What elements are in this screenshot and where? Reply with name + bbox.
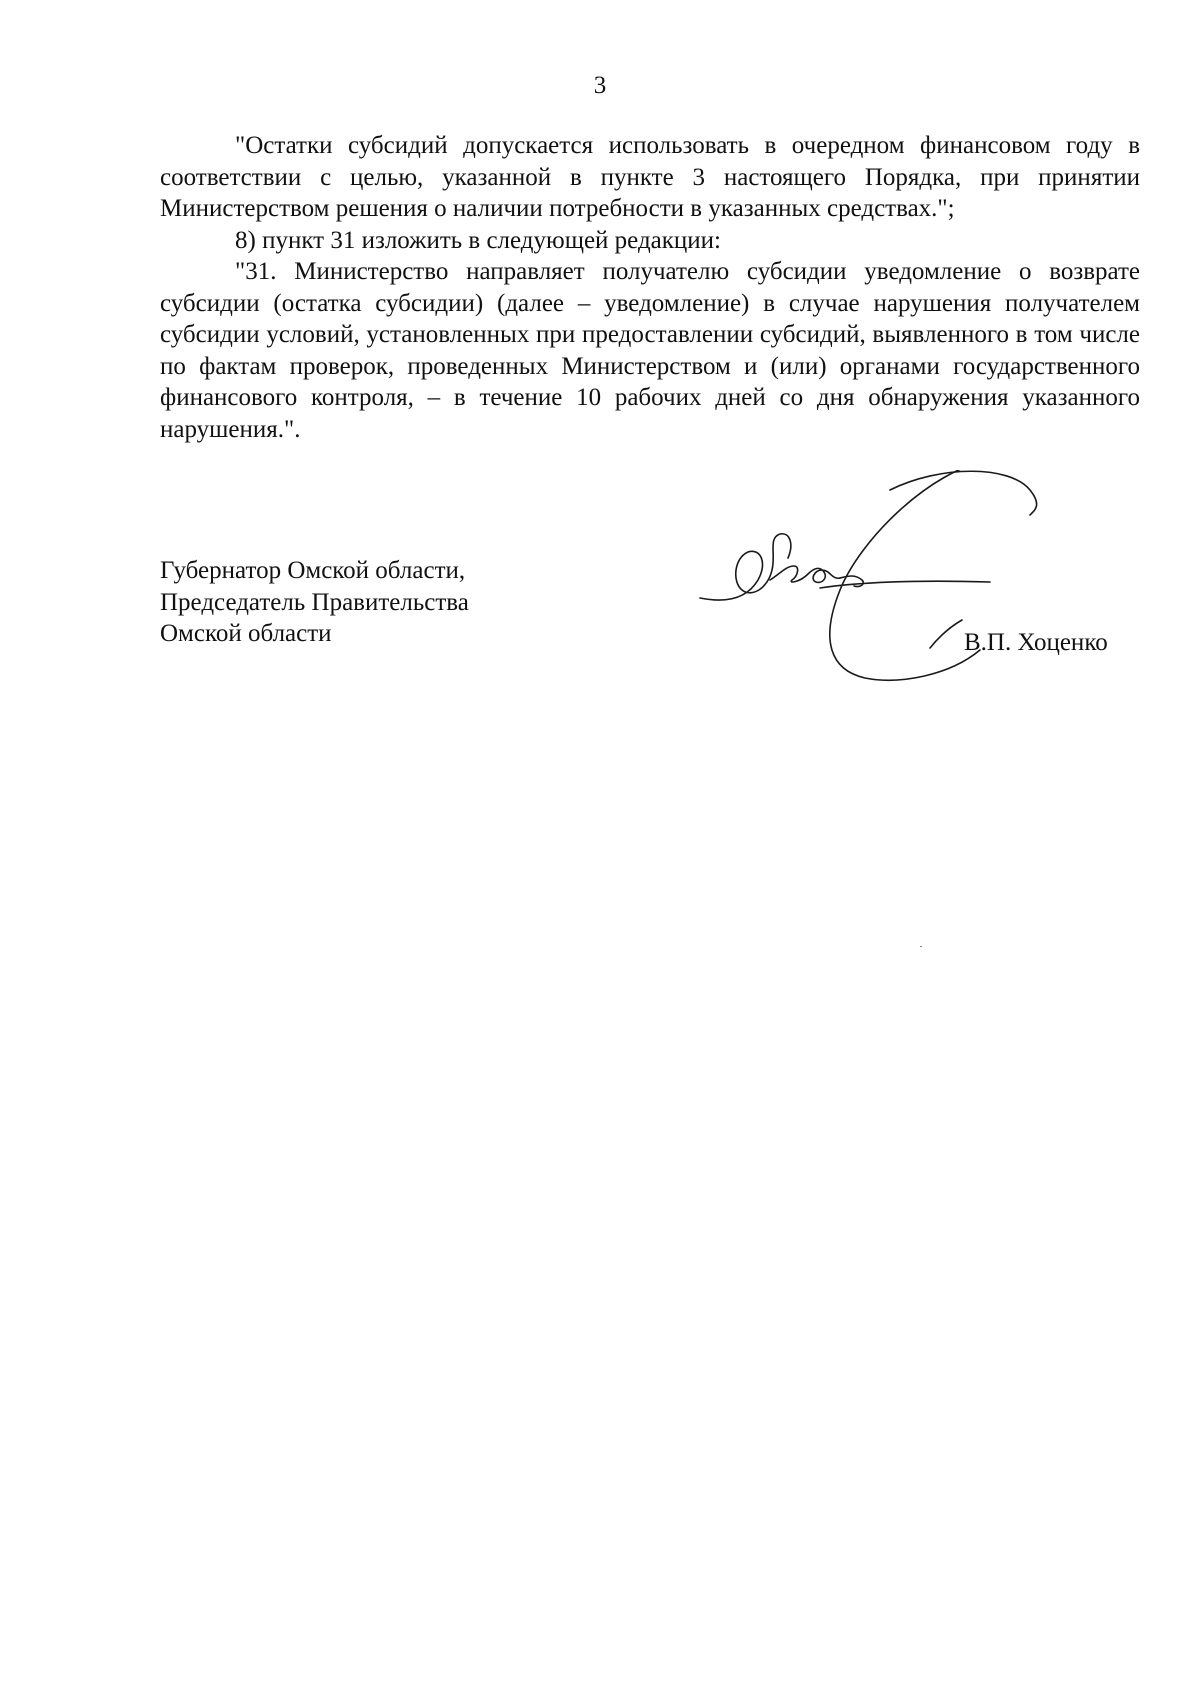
page-number: 3 <box>593 72 607 99</box>
signatory-position <box>160 555 469 650</box>
signature-underline <box>820 581 990 588</box>
paragraph-subsidy-remainders: "Остатки субсидий допускается использовать в очередном финансовом году в соответствии с целью, указанной в пункте 3 настоящего Порядка, при принятии Министерством решения о наличии потребности в указанных средствах."; <box>160 132 1140 222</box>
signature-arc <box>890 471 1037 515</box>
scan-speck <box>920 946 922 947</box>
position-line-region: Омской области <box>160 620 332 647</box>
position-line-chairman: Председатель Правительства <box>160 588 469 616</box>
signature-cross-stroke <box>930 620 962 648</box>
signature-first-letter <box>700 534 791 600</box>
document-body <box>160 130 1140 445</box>
signatory-name: В.П. Хоценко <box>964 629 1108 656</box>
paragraph-point-31: "31. Министерство направляет получателю субсидии уведомление о возврате субсидии (остатка субсидии) (далее – уведомление) в случае нарушения получателем субсидии условий, установленных при предоставлении субсидий, выявленного в том числе по фактам проверок, проведенных Министерством и (или) органами государственного финансового контроля, – в течение 10 рабочих дней со дня обнаружения указанного нарушения.". <box>160 258 1140 443</box>
position-line-governor: Губернатор Омской области, <box>160 557 466 584</box>
signature-middle-letters <box>770 566 840 582</box>
paragraph-item-8: 8) пункт 31 изложить в следующей редакции: <box>235 226 721 254</box>
